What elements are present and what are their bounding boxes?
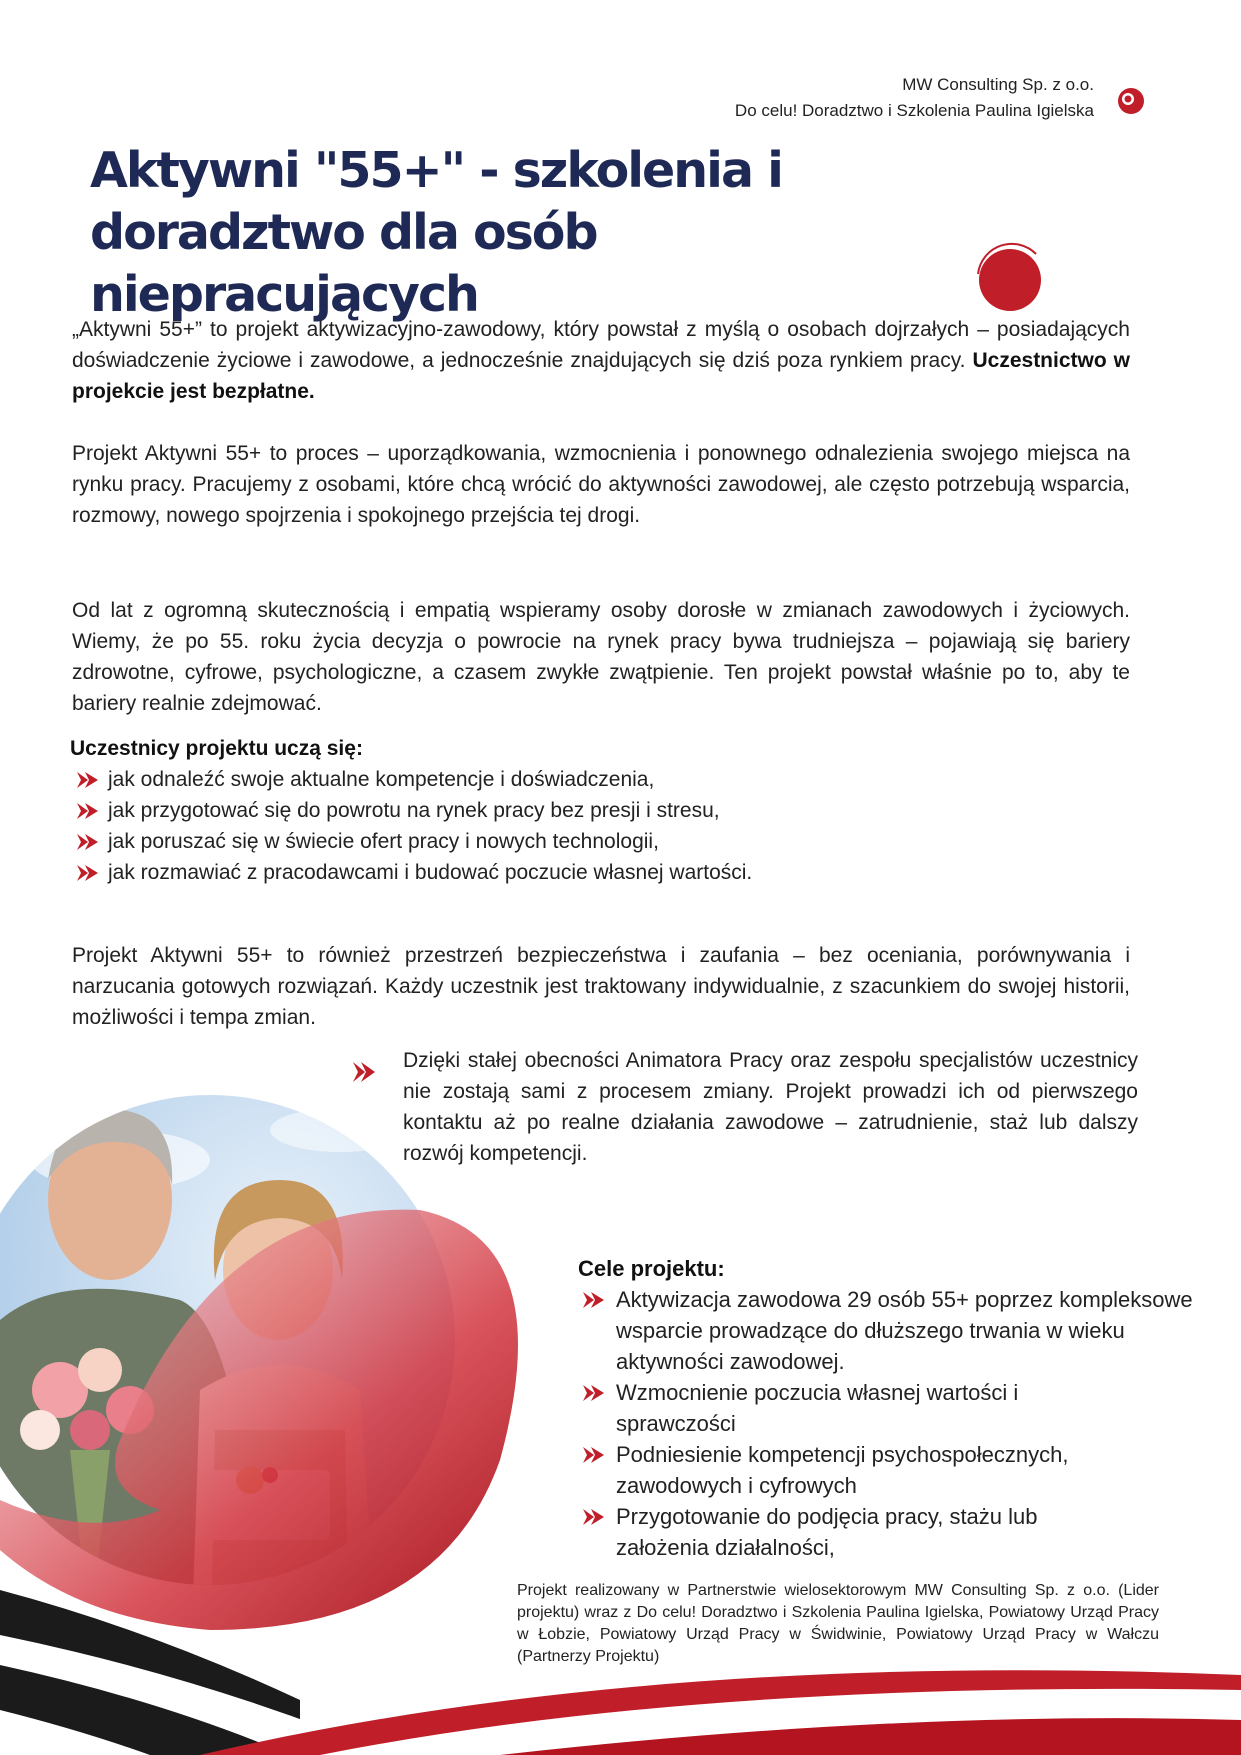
partnership-note: Projekt realizowany w Partnerstwie wielosektorowym MW Consulting Sp. z o.o. (Lider projektu) wraz z Do celu! Doradztwo i Szkolenia Paulina Igielska, Powiatowy Urząd Pracy w Łobzie, Powiatowy Urząd Pracy w Świdwinie, Powiatowy Urząd Pracy w Wałczu (Partnerzy Projektu) xyxy=(517,1582,1159,1665)
goal-item-text: Przygotowanie do podjęcia pracy, stażu lub założenia działalności, xyxy=(616,1504,1038,1560)
learn-heading: Uczestnicy projektu uczą się: xyxy=(70,737,363,760)
goal-item-text: Podniesienie kompetencji psychospołecznych, zawodowych i cyfrowych xyxy=(616,1442,1069,1498)
chevron-right-icon xyxy=(76,863,102,883)
chevron-right-icon xyxy=(582,1507,608,1527)
chevron-right-icon xyxy=(582,1383,608,1403)
brand-logo-icon xyxy=(1115,85,1147,117)
animator-paragraph: Dzięki stałej obecności Animatora Pracy oraz zespołu specjalistów uczestnicy nie zostają sami z procesem zmiany. Projekt prowadzi ich od pierwszego kontaktu aż po realne działania zawodowe – zatrudnienie, staż lub dalszy rozwój kompetencji. xyxy=(403,1049,1138,1165)
list-item xyxy=(72,764,972,795)
intro-paragraph xyxy=(72,314,1130,407)
header-organizations xyxy=(735,72,1094,124)
chevron-right-icon xyxy=(352,1060,378,1084)
list-item xyxy=(72,795,972,826)
title-line-2: doradztwo dla osób niepracujących xyxy=(90,204,597,323)
title-line-1: Aktywni "55+" - szkolenia i xyxy=(90,142,782,199)
experience-paragraph: Od lat z ogromną skutecznością i empatią wspieramy osoby dorosłe w zmianach zawodowych i życiowych. Wiemy, że po 55. roku życia decyzja o powrocie na rynek pracy bywa trudniejsza – pojawiają się bariery zdrowotne, cyfrowe, psychologiczne, a czasem zwykłe zwątpienie. Ten projekt powstał właśnie po to, aby te bariery realnie zdejmować. xyxy=(72,599,1130,715)
intro-text: „Aktywni 55+” to projekt aktywizacyjno-zawodowy, który powstał z myślą o osobach dojrzałych – posiadających doświadczenie życiowe i zawodowe, a jednocześnie znajdujących się dziś poza rynkiem pracy. xyxy=(72,318,1130,372)
intro-free-participation: Uczestnictwo w projekcie jest bezpłatne. xyxy=(72,349,1130,403)
list-item xyxy=(578,1284,1198,1377)
chevron-right-icon xyxy=(582,1445,608,1465)
goal-item-text: Aktywizacja zawodowa 29 osób 55+ poprzez kompleksowe wsparcie prowadzące do dłuższego trwania w wieku aktywności zawodowej. xyxy=(616,1287,1193,1374)
learn-item-text: jak przygotować się do powrotu na rynek pracy bez presji i stresu, xyxy=(108,799,720,822)
chevron-right-icon xyxy=(76,801,102,821)
learn-list xyxy=(72,764,972,888)
header-line-1: MW Consulting Sp. z o.o. xyxy=(902,75,1094,94)
goal-item-text: Wzmocnienie poczucia własnej wartości i sprawczości xyxy=(616,1380,1019,1436)
list-item xyxy=(578,1377,1198,1439)
learn-item-text: jak poruszać się w świecie ofert pracy i nowych technologii, xyxy=(108,830,659,853)
page-title xyxy=(90,140,990,326)
chevron-right-icon xyxy=(582,1290,608,1310)
chevron-right-icon xyxy=(76,832,102,852)
goals-heading: Cele projektu: xyxy=(578,1256,725,1281)
chevron-right-icon xyxy=(76,770,102,790)
process-paragraph: Projekt Aktywni 55+ to proces – uporządkowania, wzmocnienia i ponownego odnalezienia swojego miejsca na rynku pracy. Pracujemy z osobami, które chcą wrócić do aktywności zawodowej, ale często potrzebują wsparcia, rozmowy, nowego spojrzenia i spokojnego przejścia tej drogi. xyxy=(72,442,1130,527)
goals-list xyxy=(578,1284,1198,1563)
list-item xyxy=(72,826,972,857)
learn-item-text: jak odnaleźć swoje aktualne kompetencje i doświadczenia, xyxy=(108,768,655,791)
list-item xyxy=(578,1501,1198,1563)
list-item xyxy=(72,857,972,888)
safe-space-paragraph: Projekt Aktywni 55+ to również przestrzeń bezpieczeństwa i zaufania – bez oceniania, porównywania i narzucania gotowych rozwiązań. Każdy uczestnik jest traktowany indywidualnie, z szacunkiem do swojej historii, możliwości i tempa zmian. xyxy=(72,944,1130,1029)
learn-item-text: jak rozmawiać z pracodawcami i budować poczucie własnej wartości. xyxy=(108,861,753,884)
decorative-circle-icon xyxy=(970,240,1050,315)
header-line-2: Do celu! Doradztwo i Szkolenia Paulina Igielska xyxy=(734,101,1094,120)
list-item xyxy=(578,1439,1198,1501)
